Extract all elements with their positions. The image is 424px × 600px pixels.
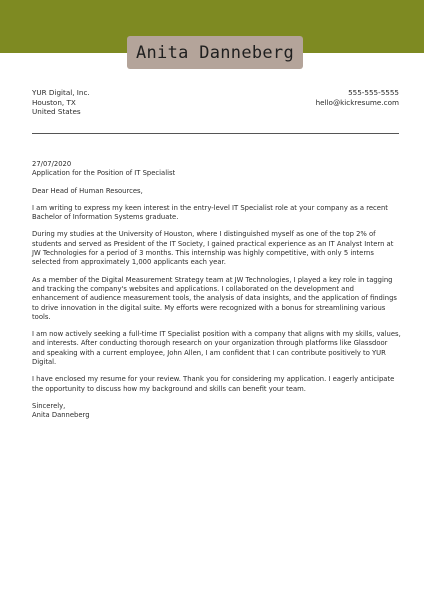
paragraph-experience: As a member of the Digital Measurement Strategy team at JW Technologies, I played a key role in tagging and tracking the company's websites and applications. I collaborated on the development and enhancement of audience measurement tools, the analysis of data insights, and the application of findings to drive innovation in the digital suite. My efforts were recognized with a bonus for streamlining various tools. [32,275,397,321]
paragraph-motivation: I am now actively seeking a full-time IT Specialist position with a company that aligns with my skills, values, and interests. After conducting thorough research on your organization through platforms like Glassdoor and speaking with a current employee, John Allen, I am confident that I can contribute positively to YUR Digital. [32,330,401,367]
signature-name: Anita Danneberg [32,411,90,420]
recipient-address [32,88,90,117]
closing-phrase: Sincerely, [32,401,66,410]
letter-body [32,160,401,421]
paragraph-closing: I have enclosed my resume for your review. Thank you for considering my application. I eagerly anticipate the opportunity to discuss how my background and skills can benefit your team. [32,375,395,393]
name-plate [127,36,303,69]
letter-date: 27/07/2020 [32,160,72,168]
salutation: Dear Head of Human Resources, [32,186,143,195]
company-city: Houston, TX [32,97,76,107]
applicant-name: Anita Danneberg [135,42,295,63]
sender-contact [316,88,399,107]
letter-heading [32,160,401,179]
phone-number: 555-555-5555 [348,88,399,97]
sign-off [32,402,401,421]
paragraph-intro: I am writing to express my keen interest in the entry-level IT Specialist role at your company as a recent Bachelor of Information Systems graduate. [32,203,388,222]
paragraph-education: During my studies at the University of Houston, where I distinguished myself as one of the top 2% of students and served as President of the IT Society, I gained practical experience as an IT Analyst Intern at JW Technologies for a period of 3 months. This internship was highly competitive, with only 5 interns selected from approximately 1,000 applicants each year. [32,230,394,267]
company-name: YUR Digital, Inc. [32,88,90,97]
divider [32,133,399,134]
company-country: United States [32,107,81,117]
letter-subject: Application for the Position of IT Specialist [32,169,176,178]
email-address: hello@kickresume.com [315,97,399,107]
